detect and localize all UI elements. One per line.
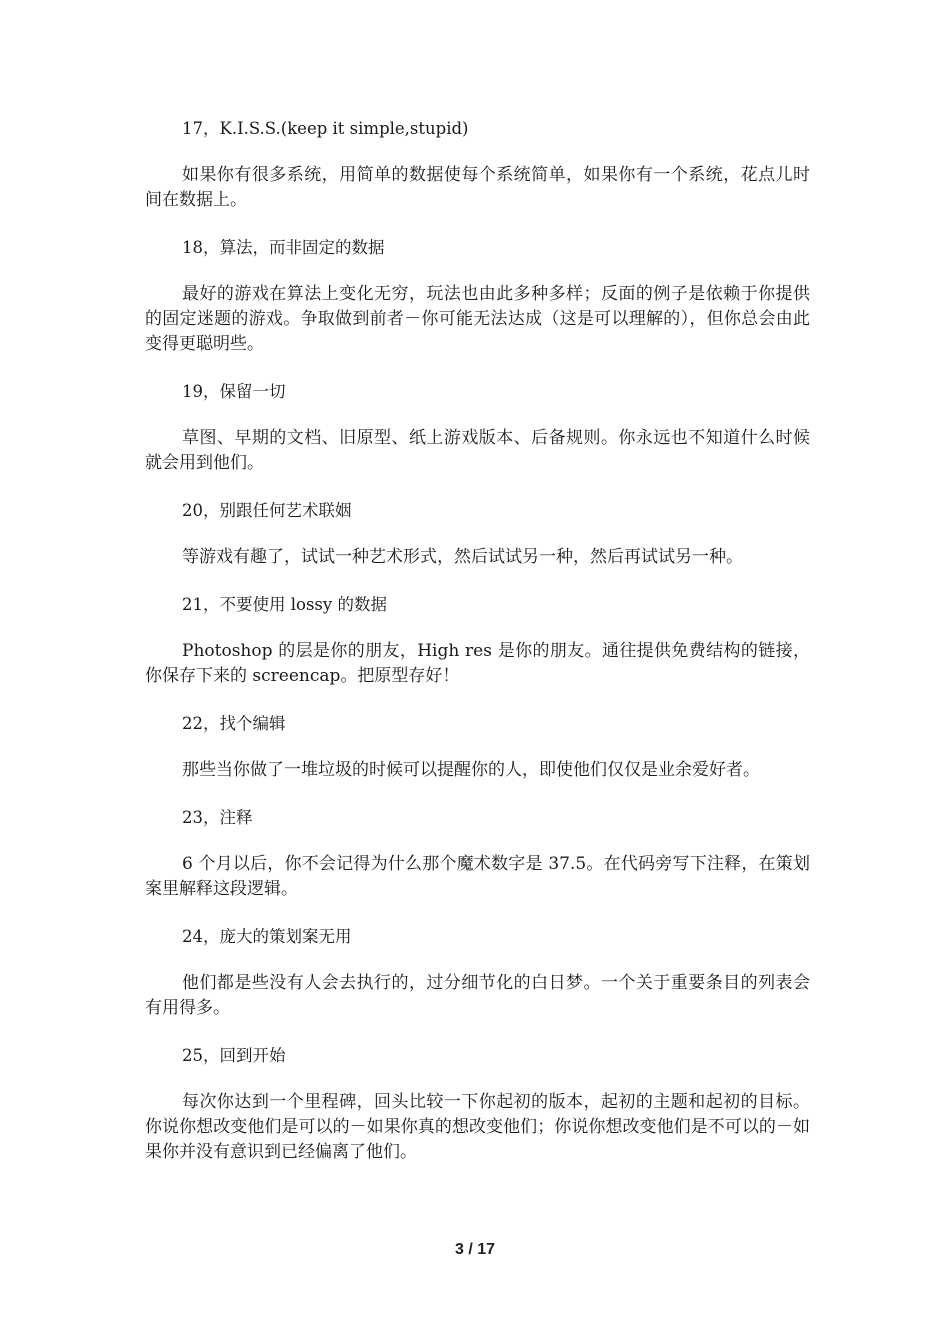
section-20 (145, 498, 810, 570)
section-paragraph: 如果你有很多系统，用简单的数据使每个系统简单，如果你有一个系统，花点儿时间在数据上。 (145, 165, 810, 210)
section-19 (145, 379, 810, 476)
section-heading: 23，注释 (182, 808, 253, 827)
section-paragraph: Photoshop 的层是你的朋友，High res 是你的朋友。通往提供免费结构的链接，你保存下来的 screencap。把原型存好！ (145, 641, 810, 686)
page-number: 3 / 17 (454, 1241, 496, 1258)
section-heading: 25，回到开始 (182, 1046, 286, 1065)
document-body (145, 116, 810, 1187)
section-heading: 22，找个编辑 (182, 714, 286, 733)
section-22 (145, 711, 810, 783)
section-heading: 21，不要使用 lossy 的数据 (182, 595, 387, 614)
section-paragraph: 他们都是些没有人会去执行的，过分细节化的白日梦。一个关于重要条目的列表会有用得多。 (145, 973, 810, 1018)
section-25 (145, 1043, 810, 1165)
section-23 (145, 805, 810, 902)
section-heading: 24，庞大的策划案无用 (182, 927, 352, 946)
section-paragraph: 每次你达到一个里程碑，回头比较一下你起初的版本，起初的主题和起初的目标。你说你想改变他们是可以的－如果你真的想改变他们；你说你想改变他们是不可以的－如果你并没有意识到已经偏离了他们。 (145, 1092, 810, 1162)
section-heading: 19，保留一切 (182, 382, 286, 401)
section-heading: 20，别跟任何艺术联姻 (182, 501, 352, 520)
section-paragraph: 等游戏有趣了，试试一种艺术形式，然后试试另一种，然后再试试另一种。 (182, 547, 743, 567)
section-heading: 17，K.I.S.S.(keep it simple,stupid) (182, 119, 469, 138)
section-paragraph: 草图、早期的文档、旧原型、纸上游戏版本、后备规则。你永远也不知道什么时候就会用到他们。 (145, 428, 810, 473)
section-paragraph: 6 个月以后，你不会记得为什么那个魔术数字是 37.5。在代码旁写下注释，在策划案里解释这段逻辑。 (145, 854, 810, 899)
section-21 (145, 592, 810, 689)
section-24 (145, 924, 810, 1021)
section-paragraph: 那些当你做了一堆垃圾的时候可以提醒你的人，即使他们仅仅是业余爱好者。 (182, 760, 760, 780)
section-paragraph: 最好的游戏在算法上变化无穷，玩法也由此多种多样；反面的例子是依赖于你提供的固定迷题的游戏。争取做到前者－你可能无法达成（这是可以理解的），但你总会由此变得更聪明些。 (145, 284, 810, 354)
section-heading: 18，算法，而非固定的数据 (182, 238, 385, 257)
section-18 (145, 235, 810, 357)
section-17 (145, 116, 810, 213)
